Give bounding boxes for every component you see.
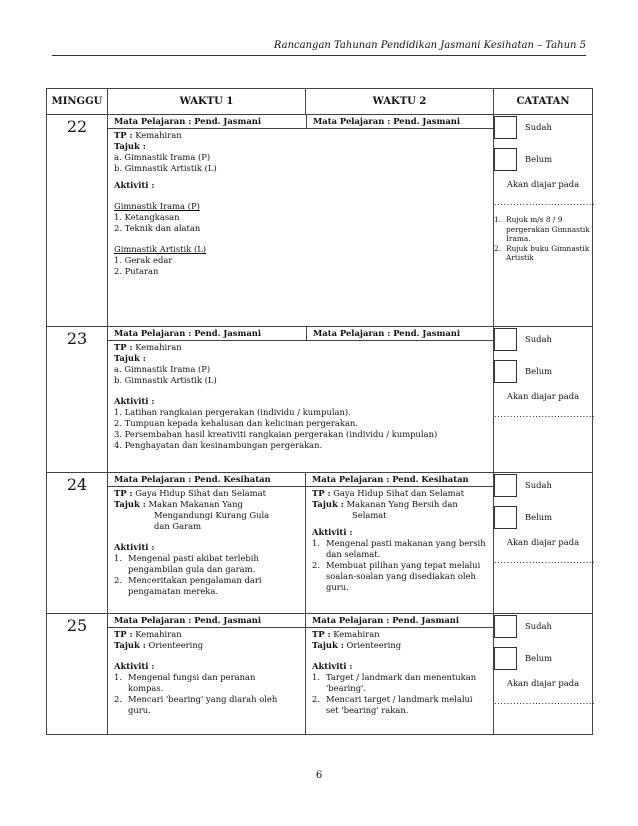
week-number-cell xyxy=(47,473,108,614)
tajuk-value: Makanan Yang Bersih dan xyxy=(346,499,458,509)
subject-row xyxy=(108,327,493,341)
item-text: Target / landmark dan menentukan xyxy=(326,672,477,682)
checkbox-sudah[interactable] xyxy=(494,615,517,638)
reference-notes xyxy=(494,215,592,263)
list-item: 1. Ketangkasan xyxy=(114,212,180,222)
waktu-1-cell xyxy=(108,614,306,735)
checkbox-belum[interactable] xyxy=(494,647,517,670)
date-blank: ................................ xyxy=(494,197,596,207)
note-text: Rujuk buku Gimnastik Artistik xyxy=(506,243,590,262)
status-akan: Akan diajar pada xyxy=(506,391,580,401)
tajuk-label: Tajuk : xyxy=(114,141,146,151)
tp-label: TP : xyxy=(114,130,133,140)
tajuk-label: Tajuk : xyxy=(114,353,146,363)
item-text: Menceritakan pengalaman dari xyxy=(128,575,262,585)
waktu-1-cell xyxy=(108,473,306,614)
list-item xyxy=(114,672,299,694)
header-catatan: CATATAN xyxy=(494,89,593,115)
tajuk-value: dan Garam xyxy=(154,521,202,531)
tajuk-item: a. Gimnastik Irama (P) xyxy=(114,364,211,374)
table-row-week-23 xyxy=(47,327,593,473)
list-item xyxy=(114,694,299,716)
item-text: Mencari 'bearing' yang diarah oleh xyxy=(128,694,278,704)
status-sudah: Sudah xyxy=(525,334,552,344)
item-number: 1. xyxy=(312,672,320,682)
status-sudah: Sudah xyxy=(525,621,552,631)
status-akan: Akan diajar pada xyxy=(506,179,580,189)
item-text: 'bearing'. xyxy=(326,683,367,693)
subject-row xyxy=(108,115,493,129)
tajuk-label: Tajuk : xyxy=(114,640,146,650)
checkbox-belum[interactable] xyxy=(494,148,517,171)
item-number: 2. xyxy=(312,560,320,570)
page-header: Rancangan Tahunan Pendidikan Jasmani Kesihatan – Tahun 5 xyxy=(273,40,586,51)
waktu-2-cell xyxy=(306,473,494,614)
list-item xyxy=(312,672,487,694)
week-number-cell xyxy=(47,327,108,473)
waktu-1-subject: Mata Pelajaran : Pend. Kesihatan xyxy=(108,473,305,487)
tajuk-value: Selamat xyxy=(352,510,387,520)
list-item: 4. Penghayatan dan kesinambungan pergerakan. xyxy=(114,440,323,450)
tp-value: Kemahiran xyxy=(135,130,182,140)
item-number: 1. xyxy=(114,672,122,682)
tajuk-value: Mengandungi Kurang Gula xyxy=(154,510,270,520)
item-text: pengamatan mereka. xyxy=(128,586,219,596)
list-item: 2. Teknik dan alatan xyxy=(114,223,201,233)
item-text: Mengenal pasti makanan yang bersih xyxy=(326,538,486,548)
week-number: 23 xyxy=(66,329,88,348)
tp-value: Gaya Hidup Sihat dan Selamat xyxy=(333,488,464,498)
status-belum: Belum xyxy=(525,366,553,376)
catatan-cell xyxy=(494,327,596,473)
page-number: 6 xyxy=(315,770,323,781)
checkbox-belum[interactable] xyxy=(494,506,517,529)
week-number: 25 xyxy=(66,616,88,635)
status-belum: Belum xyxy=(525,653,553,663)
waktu-2-subject: Mata Pelajaran : Pend. Jasmani xyxy=(306,614,493,628)
tp-label: TP : xyxy=(312,629,331,639)
week-number: 24 xyxy=(66,475,88,494)
tp-label: TP : xyxy=(312,488,331,498)
waktu-2-subject: Mata Pelajaran : Pend. Kesihatan xyxy=(306,473,493,487)
list-item xyxy=(312,694,487,716)
item-text: guru. xyxy=(326,582,349,592)
checkbox-belum[interactable] xyxy=(494,360,517,383)
waktu-1-subject: Mata Pelajaran : Pend. Jasmani xyxy=(108,614,305,628)
list-item: 1. Gerak edar xyxy=(114,255,173,265)
status-belum: Belum xyxy=(525,154,553,164)
section-title: Gimnastik Irama (P) xyxy=(114,201,200,211)
status-sudah: Sudah xyxy=(525,122,552,132)
header-rule xyxy=(52,55,586,56)
waktu-content-cell xyxy=(108,115,494,327)
header-waktu-1: WAKTU 1 xyxy=(108,89,306,115)
date-blank: ................................ xyxy=(494,696,596,706)
tp-value: Kemahiran xyxy=(135,342,182,352)
date-blank: ................................ xyxy=(494,555,596,565)
tajuk-item: b. Gimnastik Artistik (L) xyxy=(114,163,217,173)
aktiviti-label: Aktiviti : xyxy=(114,661,155,671)
item-number: 1. xyxy=(312,538,320,548)
list-item: 3. Persembahan hasil kreativiti rangkaian pergerakan (individu / kumpulan) xyxy=(114,429,438,439)
waktu-2-subject: Mata Pelajaran : Pend. Jasmani xyxy=(313,116,461,126)
aktiviti-label: Aktiviti : xyxy=(114,542,155,552)
waktu-2-cell xyxy=(306,614,494,735)
tajuk-label: Tajuk : xyxy=(312,499,344,509)
header-waktu-2: WAKTU 2 xyxy=(306,89,494,115)
table-row-week-24 xyxy=(47,473,593,614)
tajuk-item: b. Gimnastik Artistik (L) xyxy=(114,375,217,385)
item-number: 2. xyxy=(312,694,320,704)
list-item xyxy=(114,575,299,597)
catatan-cell xyxy=(494,115,596,327)
checkbox-sudah[interactable] xyxy=(494,474,517,497)
aktiviti-label: Aktiviti : xyxy=(312,527,353,537)
checkbox-sudah[interactable] xyxy=(494,116,517,139)
item-text: Membuat pilihan yang tepat melalui xyxy=(326,560,481,570)
checkbox-sudah[interactable] xyxy=(494,328,517,351)
table-row-week-25 xyxy=(47,614,593,735)
tajuk-value: Orienteering xyxy=(148,640,204,650)
status-akan: Akan diajar pada xyxy=(506,537,580,547)
header-minggu: MINGGU xyxy=(47,89,108,115)
item-text: dan selamat. xyxy=(326,549,381,559)
note-number: 2. xyxy=(494,243,502,253)
item-number: 2. xyxy=(114,694,122,704)
waktu-1-subject: Mata Pelajaran : Pend. Jasmani xyxy=(108,327,307,340)
tajuk-value: Orienteering xyxy=(346,640,402,650)
tajuk-item: a. Gimnastik Irama (P) xyxy=(114,152,211,162)
tp-label: TP : xyxy=(114,488,133,498)
status-sudah: Sudah xyxy=(525,480,552,490)
item-text: Mengenal fungsi dan peranan xyxy=(128,672,256,682)
waktu-content-cell xyxy=(108,327,494,473)
table-header-row xyxy=(47,89,593,115)
item-text: guru. xyxy=(128,705,151,715)
item-text: soalan-soalan yang disediakan oleh xyxy=(326,571,476,581)
week-number-cell xyxy=(47,115,108,327)
note-text: Rujuk m/s 8 / 9 pergerakan Gimnastik Irama. xyxy=(506,215,590,243)
tajuk-label: Tajuk : xyxy=(114,499,146,509)
date-blank: ................................ xyxy=(494,409,596,419)
list-item: 1. Latihan rangkaian pergerakan (individu / kumpulan). xyxy=(114,407,351,417)
list-item xyxy=(312,560,487,593)
section-title: Gimnastik Artistik (L) xyxy=(114,244,207,254)
waktu-1-subject: Mata Pelajaran : Pend. Jasmani xyxy=(108,115,307,128)
item-text: kompas. xyxy=(128,683,164,693)
item-text: Mengenal pasti akibat terlebih xyxy=(128,553,259,563)
tp-label: TP : xyxy=(114,342,133,352)
catatan-cell xyxy=(494,473,596,614)
list-item: 2. Tumpuan kepada kehalusan dan kelicinan pergerakan. xyxy=(114,418,358,428)
waktu-2-subject: Mata Pelajaran : Pend. Jasmani xyxy=(313,328,461,338)
tp-label: TP : xyxy=(114,629,133,639)
note-number: 1. xyxy=(494,215,502,224)
tp-value: Kemahiran xyxy=(333,629,380,639)
list-item xyxy=(114,553,299,575)
week-number: 22 xyxy=(66,117,88,136)
tajuk-value: Makan Makanan Yang xyxy=(148,499,243,509)
lesson-plan-table xyxy=(46,88,596,735)
status-akan: Akan diajar pada xyxy=(506,678,580,688)
tp-value: Kemahiran xyxy=(135,629,182,639)
item-number: 1. xyxy=(114,553,122,563)
list-item xyxy=(312,538,487,560)
item-text: Mencari target / landmark melalui xyxy=(326,694,473,704)
item-text: pengambilan gula dan garam. xyxy=(128,564,256,574)
table-row-week-22 xyxy=(47,115,593,327)
item-number: 2. xyxy=(114,575,122,585)
status-belum: Belum xyxy=(525,512,553,522)
item-text: set 'bearing' rakan. xyxy=(326,705,409,715)
tajuk-label: Tajuk : xyxy=(312,640,344,650)
aktiviti-label: Aktiviti : xyxy=(114,396,155,406)
week-number-cell xyxy=(47,614,108,735)
aktiviti-label: Aktiviti : xyxy=(312,661,353,671)
list-item: 2. Putaran xyxy=(114,266,159,276)
tp-value: Gaya Hidup Sihat dan Selamat xyxy=(135,488,266,498)
catatan-cell xyxy=(494,614,596,735)
aktiviti-label: Aktiviti : xyxy=(114,180,155,190)
